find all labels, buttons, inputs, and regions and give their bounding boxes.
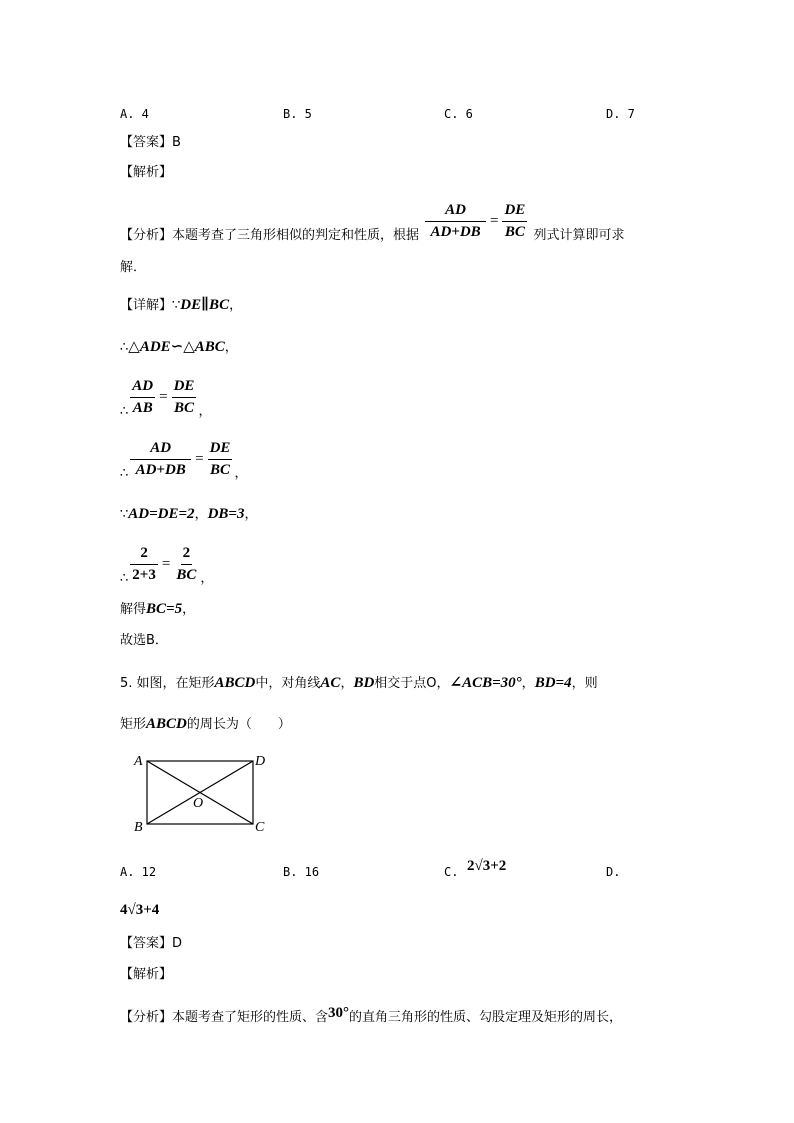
q5-option-a: A. 12: [120, 865, 157, 879]
fraction: [208, 440, 233, 479]
therefore: ∴: [120, 340, 129, 355]
text: 的直角三角形的性质、勾股定理及矩形的周长，: [349, 1010, 623, 1025]
math: BC=5: [146, 601, 183, 617]
text: 中，对角线: [255, 676, 321, 691]
text: 5. 如图，在矩形: [120, 676, 215, 691]
because: ∵: [120, 507, 129, 522]
q4-choose: 故选B．: [120, 633, 168, 648]
equals: =: [161, 556, 171, 572]
equals: =: [195, 451, 204, 467]
comma: ，: [224, 340, 238, 355]
math: DB=3: [207, 506, 245, 522]
q5-fenxi: [120, 1004, 622, 1027]
answer-value: B: [172, 135, 181, 150]
q4-detail-2: [120, 338, 238, 357]
therefore: ∴: [120, 571, 129, 586]
fraction: [130, 545, 158, 584]
text: 【分析】本题考查了矩形的性质、含: [120, 1010, 329, 1025]
q4-detail-7: [120, 600, 195, 619]
numerator: DE: [502, 202, 527, 222]
math: BD=4: [534, 675, 572, 691]
equals: =: [159, 389, 168, 405]
label-a: A: [134, 754, 143, 769]
numerator: 2: [181, 545, 193, 565]
q4-detail-3: [120, 378, 211, 419]
comma: ，: [229, 298, 243, 313]
denominator: BC: [174, 400, 195, 416]
math: ABCD: [214, 675, 256, 691]
comma: ，: [198, 404, 212, 419]
answer-label: 【答案】: [120, 936, 173, 951]
denominator: 2+3: [132, 567, 156, 583]
fenxi-text: 列式计算即可求: [533, 228, 625, 243]
fraction: [130, 378, 155, 417]
q5-option-d: D.: [606, 865, 621, 879]
q5-stem-line1: [120, 674, 598, 693]
math: ∠ACB=30°: [449, 675, 522, 691]
fraction: [425, 202, 486, 241]
text: 矩形: [120, 717, 147, 732]
math: AD=DE=2: [128, 506, 195, 522]
denominator: BC: [210, 462, 231, 478]
answer-value: D: [172, 936, 183, 951]
math: BD: [353, 675, 375, 691]
comma: ，: [234, 466, 248, 481]
numerator: AD: [130, 440, 191, 460]
answer-label: 【答案】: [120, 135, 173, 150]
q4-fenxi-end: 解．: [120, 260, 147, 275]
math: ABCD: [146, 716, 187, 732]
comma: ，: [200, 571, 214, 586]
q4-option-c: C. 6: [444, 107, 473, 121]
rectangle-figure: [125, 745, 275, 840]
numerator: DE: [208, 440, 233, 460]
label-b: B: [134, 820, 143, 835]
text: ，: [340, 676, 354, 691]
comma: ，: [194, 507, 208, 522]
comma: ，: [244, 507, 258, 522]
q5-stem-line2: [120, 715, 291, 734]
label-c: C: [255, 820, 265, 835]
fraction: [172, 378, 197, 417]
denominator: AD+DB: [430, 224, 481, 240]
denominator: AD+DB: [135, 462, 186, 478]
q5-analysis-label: 【解析】: [120, 967, 173, 982]
q4-detail-4: [120, 440, 247, 481]
math: △ADE∽△ABC: [128, 339, 225, 355]
therefore: ∴: [120, 404, 129, 419]
numerator: AD: [425, 202, 486, 222]
q4-detail-6: [120, 545, 213, 586]
q5-option-c: C.: [444, 865, 459, 879]
text: 解得: [120, 602, 147, 617]
text: ，: [521, 676, 535, 691]
detail-label: 【详解】∵: [120, 298, 181, 313]
q4-detail-1: [120, 296, 242, 315]
q4-option-b: B. 5: [283, 107, 312, 121]
math: AC: [320, 675, 341, 691]
q5-option-b: B. 16: [283, 865, 320, 879]
q4-analysis-label: 【解析】: [120, 165, 173, 180]
fraction: [502, 202, 527, 241]
q4-option-a: A. 4: [120, 107, 149, 121]
label-o: O: [193, 796, 204, 811]
denominator: BC: [504, 224, 525, 240]
numerator: AD: [130, 378, 155, 398]
q5-option-c-math: 2√3+2: [467, 858, 507, 874]
comma: ，: [182, 602, 196, 617]
text: ，则: [571, 676, 598, 691]
text: 相交于点O，: [374, 676, 450, 691]
q4-fenxi: [120, 202, 624, 243]
q4-answer: [120, 134, 181, 152]
fraction: [174, 545, 198, 584]
fraction: [130, 440, 191, 479]
q4-detail-5: [120, 505, 257, 524]
numerator: 2: [130, 545, 158, 565]
therefore: ∴: [120, 466, 129, 481]
numerator: DE: [172, 378, 197, 398]
denominator: BC: [176, 567, 197, 583]
math: 30°: [328, 1005, 350, 1021]
math: DE∥BC: [180, 297, 230, 313]
q5-option-d-math: 4√3+4: [120, 902, 160, 918]
q4-option-d: D. 7: [606, 107, 635, 121]
denominator: AB: [132, 400, 153, 416]
q5-answer: [120, 935, 182, 953]
equals: =: [490, 213, 499, 229]
text: 的周长为（ ）: [186, 717, 291, 732]
fenxi-text: 【分析】本题考查了三角形相似的判定和性质，根据: [120, 228, 420, 243]
label-d: D: [255, 754, 266, 769]
